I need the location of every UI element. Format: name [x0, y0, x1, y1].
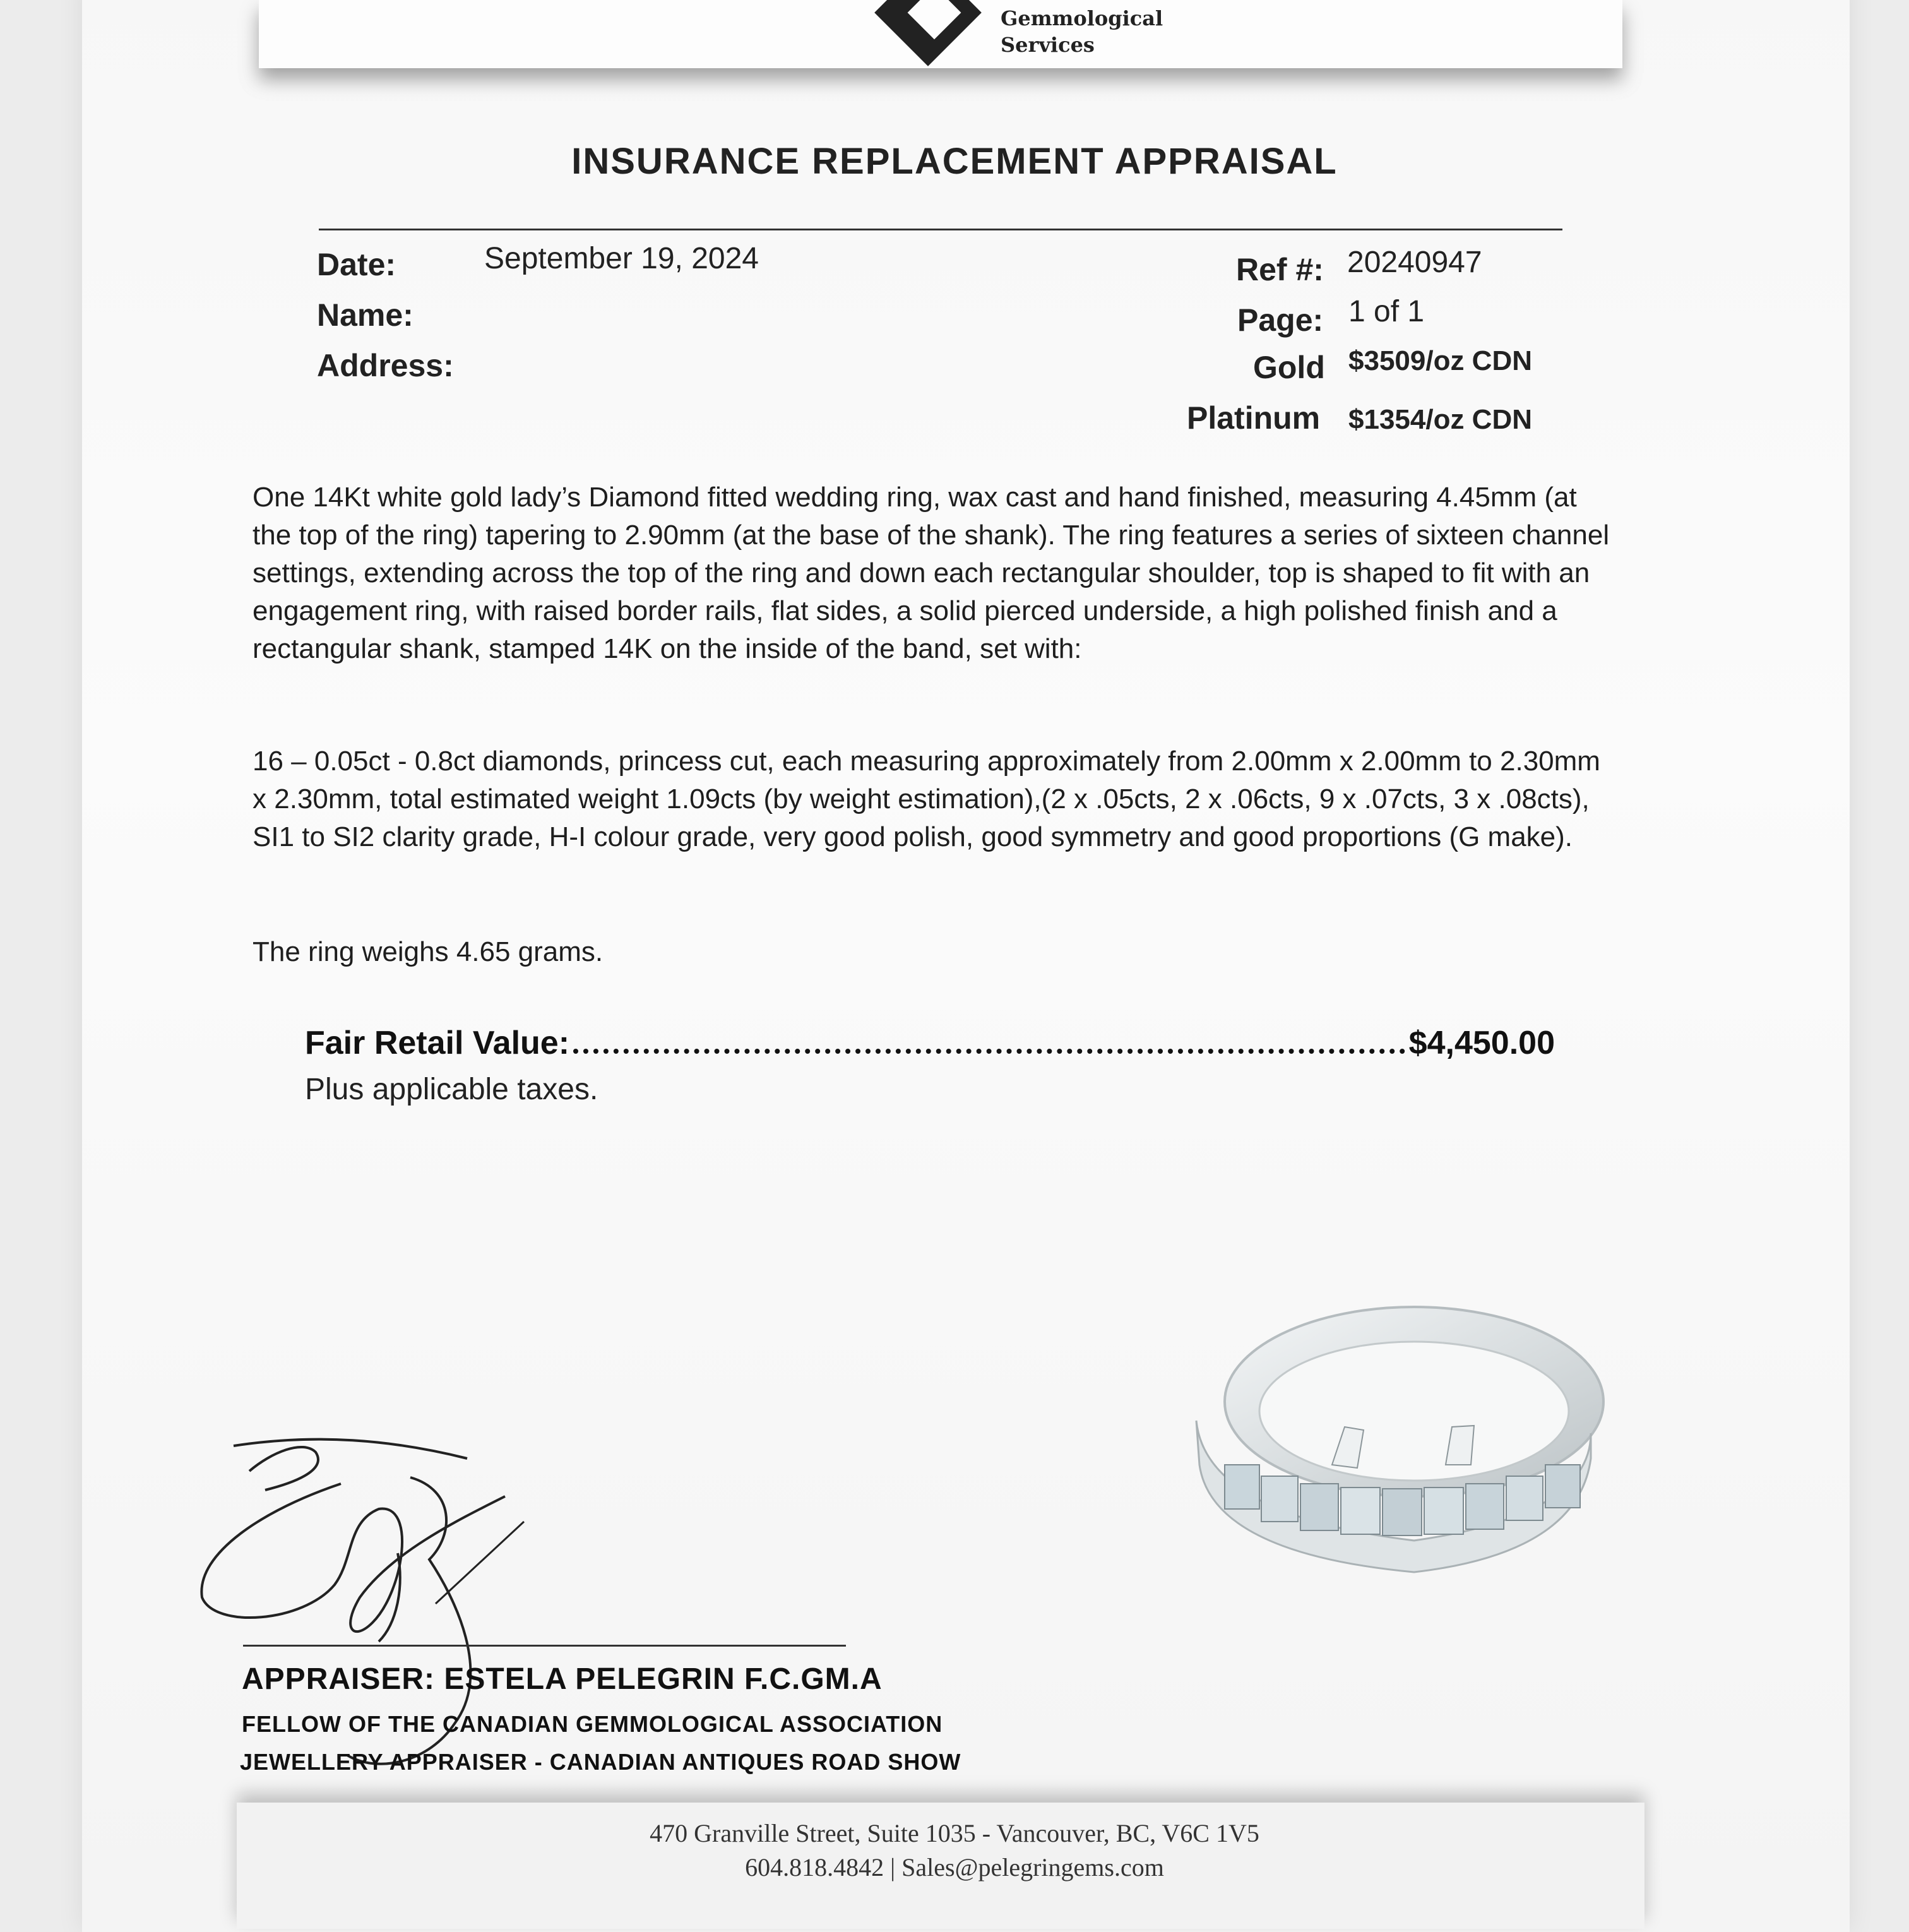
- page-value: 1 of 1: [1348, 295, 1425, 328]
- date-value: September 19, 2024: [484, 242, 759, 275]
- address-label: Address:: [317, 348, 454, 383]
- name-label: Name:: [317, 297, 413, 333]
- signature-line: [243, 1645, 846, 1647]
- leader-dots: [573, 1049, 1405, 1054]
- fair-retail-value: [305, 1024, 1555, 1062]
- fair-retail-label: Fair Retail Value:: [305, 1025, 570, 1061]
- footer-contact: 604.818.4842 | Sales@pelegringems.com: [745, 1853, 1164, 1881]
- appraiser-title: JEWELLERY APPRAISER - CANADIAN ANTIQUES ROAD SHOW: [240, 1749, 961, 1775]
- logo-line-1: Gemmological: [1001, 6, 1163, 30]
- platinum-label: Platinum: [1187, 400, 1321, 436]
- ring-description: One 14Kt white gold lady’s Diamond fitted wedding ring, wax cast and hand finished, measuring 4.45mm (at the top of the ring) tapering to 2.90mm (at the base of the shank). The ring features a series of sixteen channel settings, extending across the top of the ring and down each rectangular shoulder, top is shaped to fit with an engagement ring, with raised border rails, flat sides, a solid pierced underside, a high polished finish and a rectangular shank, stamped 14K on the inside of the band, set with:: [253, 482, 1610, 664]
- appraiser-name: APPRAISER: ESTELA PELEGRIN F.C.GM.A: [242, 1662, 883, 1696]
- document-title: INSURANCE REPLACEMENT APPRAISAL: [571, 141, 1338, 182]
- ref-value: 20240947: [1347, 246, 1482, 279]
- footer-address: 470 Granville Street, Suite 1035 - Vancouver, BC, V6C 1V5: [650, 1819, 1259, 1847]
- gold-label: Gold: [1253, 350, 1325, 385]
- platinum-value: $1354/oz CDN: [1348, 404, 1533, 435]
- logo-line-2: Services: [1001, 33, 1095, 57]
- title-rule: [319, 229, 1562, 230]
- ring-photo: [1187, 1275, 1629, 1604]
- taxes-note: Plus applicable taxes.: [305, 1073, 598, 1106]
- diamond-details: 16 – 0.05ct - 0.8ct diamonds, princess cut, each measuring approximately from 2.00mm x 2.00mm to 2.30mm x 2.30mm, total estimated weight 1.09cts (by weight estimation),(2 x .05cts, 2 x .06cts, 9 x .07cts, 3 x .08cts), SI1 to SI2 clarity grade, H-I colour grade, very good polish, good symmetry and good proportions (G make).: [253, 746, 1600, 852]
- page-label: Page:: [1237, 302, 1324, 338]
- logo-text: [1001, 5, 1163, 58]
- appraiser-credential: FELLOW OF THE CANADIAN GEMMOLOGICAL ASSOCIATION: [242, 1711, 943, 1737]
- fair-retail-amount: $4,450.00: [1408, 1025, 1555, 1061]
- ring-weight: The ring weighs 4.65 grams.: [253, 936, 604, 967]
- date-label: Date:: [317, 247, 396, 282]
- gold-value: $3509/oz CDN: [1348, 345, 1533, 376]
- ref-label: Ref #:: [1236, 252, 1324, 287]
